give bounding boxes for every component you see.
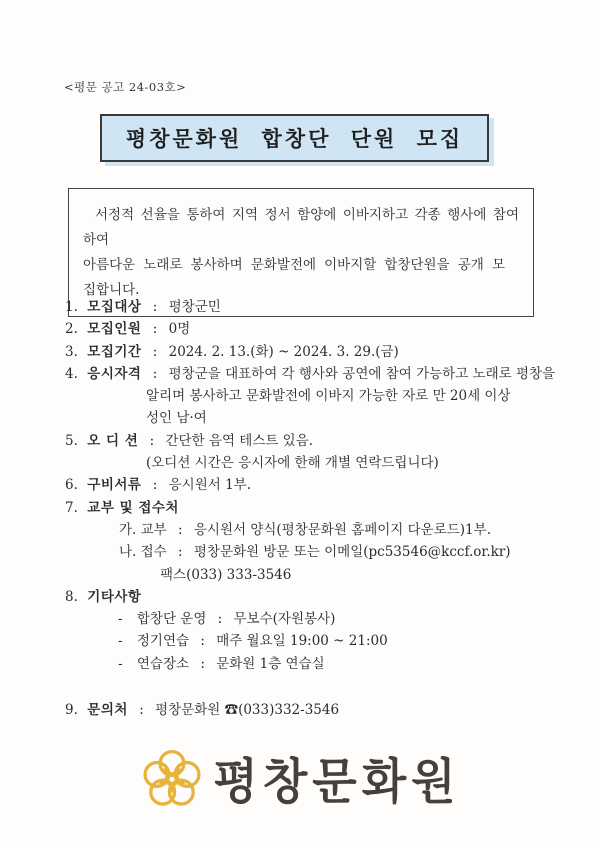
item-value: 0명	[168, 321, 191, 338]
item-number: 7.	[65, 499, 78, 516]
item-label: 문의처	[87, 702, 128, 719]
notice-number: <평문 공고 24-03호>	[64, 80, 187, 94]
list-item-7a	[65, 519, 555, 541]
item-value: 응시원서 1부.	[168, 477, 252, 494]
item-label: 모집대상	[87, 299, 142, 315]
item-value: 평창군민	[168, 299, 221, 315]
list-item-3	[65, 341, 555, 363]
dash-item-value: 문화원 1층 연습실	[216, 655, 325, 672]
item-separator: :	[149, 432, 155, 449]
item-separator: :	[152, 343, 158, 360]
list-item-2	[65, 318, 555, 340]
dash-bullet: -	[118, 655, 123, 672]
item-separator: :	[217, 611, 223, 628]
item-value: 평창문화원 ☎(033)332-3546	[155, 702, 340, 719]
item-label: 모집기간	[87, 343, 142, 360]
item-number: 8.	[65, 588, 78, 605]
item-list	[65, 296, 555, 721]
item-separator: :	[152, 477, 158, 494]
item-separator: :	[200, 633, 205, 650]
sub-item-label: 나. 접수	[119, 544, 167, 561]
dash-item-value: 무보수(자원봉사)	[233, 611, 336, 628]
list-item-4-continuation: 성인 남·여	[146, 410, 207, 427]
item-value: 간단한 음역 테스트 있음.	[165, 432, 314, 449]
item-number: 5.	[65, 432, 78, 449]
item-label: 오 디 션	[87, 432, 139, 449]
item-label: 교부 및 접수처	[87, 499, 179, 516]
item-label: 구비서류	[87, 477, 142, 494]
item-value: 평창군을 대표하여 각 행사와 공연에 참여 가능하고 노래로 평창을	[168, 365, 556, 382]
page-title: 평창문화원 합창단 단원 모집	[125, 126, 464, 151]
list-item-8	[65, 586, 555, 608]
list-item-7b-continuation: 팩스(033) 333-3546	[160, 566, 292, 583]
intro-text-line1: 서정적 선율을 통하여 지역 정서 함양에 이바지하고 각종 행사에 참여하여	[83, 207, 519, 248]
title-box	[100, 114, 489, 162]
sub-item-value: 평창문화원 방문 또는 이메일(pc53546@kccf.or.kr)	[193, 544, 511, 561]
item-separator: :	[178, 544, 183, 561]
dash-item-value: 매주 월요일 19:00 ~ 21:00	[216, 633, 388, 650]
list-item-9	[65, 699, 555, 721]
dash-item-label: 정기연습	[136, 633, 190, 650]
list-item-8-dash-2	[65, 630, 555, 652]
item-label: 모집인원	[87, 321, 142, 338]
list-item-7b	[65, 541, 555, 563]
item-separator: :	[152, 321, 158, 338]
sub-item-label: 가. 교부	[119, 521, 167, 538]
list-item-5	[65, 430, 555, 452]
item-separator: :	[139, 702, 144, 719]
item-number: 9.	[65, 702, 78, 719]
intro-text-line2: 아름다운 노래로 봉사하며 문화발전에 이바지할 합창단원을 공개 모집합니다.	[83, 257, 505, 298]
item-value: 2024. 2. 13.(화) ~ 2024. 3. 29.(금)	[168, 343, 399, 360]
item-separator: :	[178, 521, 183, 538]
list-item-6	[65, 474, 555, 496]
list-item-8-dash-3	[65, 653, 555, 675]
item-separator: :	[200, 655, 205, 672]
item-label: 기타사항	[87, 588, 142, 605]
list-item-4	[65, 363, 555, 385]
sub-item-value: 응시원서 양식(평창문화원 홈페이지 다운로드)1부.	[193, 521, 491, 538]
dash-item-label: 연습장소	[136, 655, 190, 672]
logo-text: 평창문화원	[213, 752, 461, 810]
item-separator: :	[152, 365, 158, 382]
list-item-8-dash-1	[65, 608, 555, 630]
flower-emblem-icon	[139, 744, 205, 812]
list-item-5-continuation: (오디션 시간은 응시자에 한해 개별 연락드립니다)	[146, 455, 439, 472]
org-logo	[0, 744, 600, 812]
list-item-7	[65, 497, 555, 519]
item-number: 2.	[65, 321, 78, 338]
list-item-4-continuation: 알리며 봉사하고 문화발전에 이바지 가능한 자로 만 20세 이상	[146, 388, 511, 405]
dash-bullet: -	[118, 611, 123, 628]
item-separator: :	[152, 299, 158, 315]
item-number: 6.	[65, 477, 78, 494]
item-number: 3.	[65, 343, 78, 360]
item-number: 4.	[65, 365, 78, 382]
item-number: 1.	[65, 299, 78, 315]
dash-bullet: -	[118, 633, 123, 650]
item-label: 응시자격	[87, 365, 142, 382]
list-item-1	[65, 296, 555, 318]
dash-item-label: 합창단 운영	[136, 611, 207, 628]
